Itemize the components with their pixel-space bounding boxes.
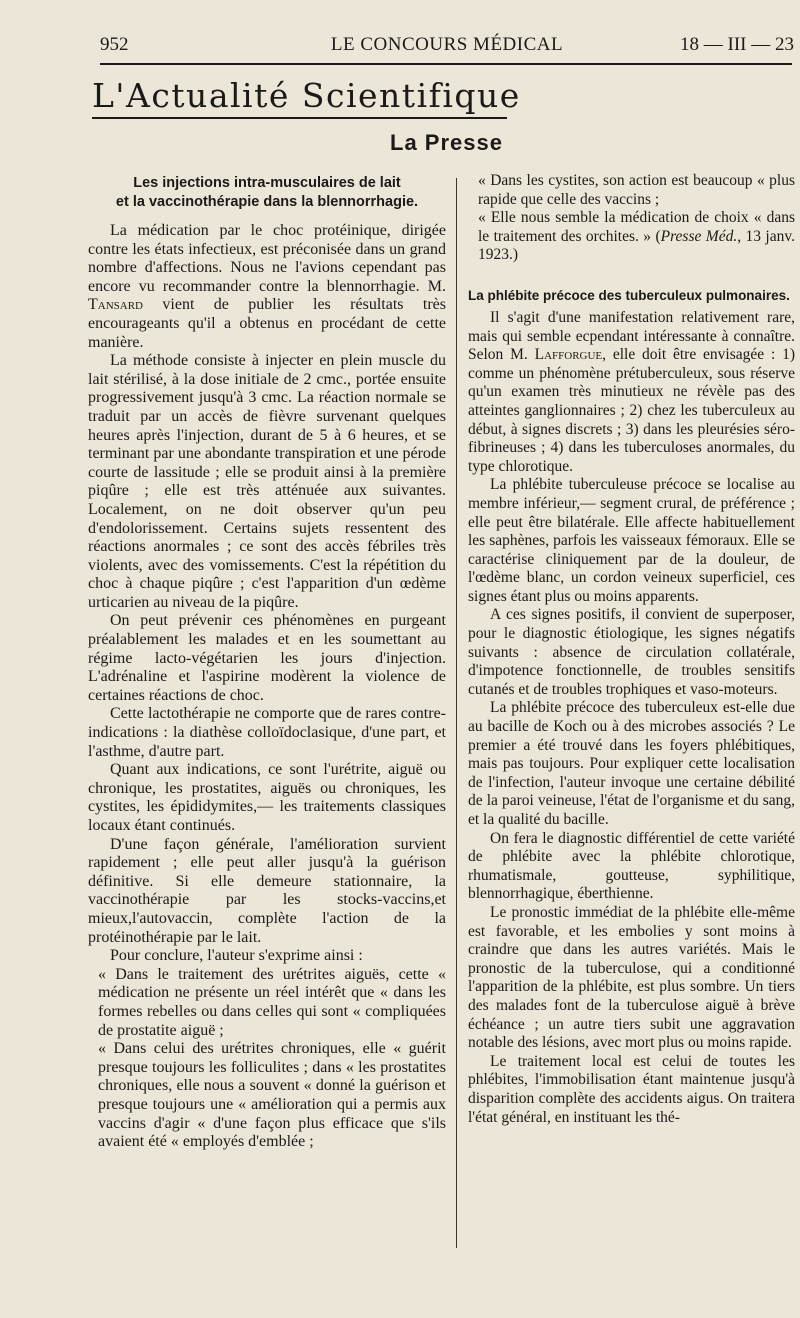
article1-quote: « Dans le traitement des urétrites aiguës, cette « médication ne présente un réel intérêt que « dans les formes rebelles ou dans celles qui sont « compliquées de prostatite aiguë ; xyxy=(98,965,446,1039)
article1-quote: « Dans les cystites, son action est beaucoup « plus rapide que celle des vaccins ; xyxy=(478,172,795,208)
issue-date: 18 — III — 23 xyxy=(680,34,794,55)
article2-paragraph: Le pronostic immédiat de la phlébite elle-même est favorable, et les embolies y sont moins à craindre que dans les autres variétés. Mais le pronostic de la tuberculose, qui a conditionné l'apparition de la phlébite, est plus sombre. Un tiers des malades font de la tuberculose aiguë à brève échéance ; un autre tiers subit une aggravation notable des lésions, avec mort plus ou moins rapide. xyxy=(468,903,795,1052)
section-title: L'Actualité Scientifique xyxy=(92,76,521,115)
column-divider xyxy=(456,178,457,1248)
citation-source: Presse Méd. xyxy=(660,227,738,245)
article1-paragraph: Cette lactothérapie ne comporte que de rares contre-indications : la diathèse colloïdoclasique, d'une part, et l'asthme, d'autre part. xyxy=(88,705,446,760)
header-rule xyxy=(100,63,792,65)
text-run: , elle doit être envisagée : 1) comme un phénomène prétuberculeux, sous réserve qu'un examen très minutieux ne révèle pas des atteintes ganglionnaires ; 2) chez les tuberculeux au début, à signes discrets ; 3) dans les pleurésies séro-fibrineuses ; 4) dans les tuberculoses anormales, du type chlorotique. xyxy=(468,346,795,475)
article2-paragraph: La phlébite précoce des tuberculeux est-elle due au bacille de Koch ou à des microbes associés ? Le premier a été trouvé dans les foyers phlébitiques, mais pas toujours. Pour expliquer cette localisation de l'infection, l'auteur invoque une certaine débilité de la paroi veineuse, l'état de l'organisme et du sang, et la qualité du bacille. xyxy=(468,699,795,828)
text-run: « Elle nous semble la médication de choix « dans le traitement des orchites. » ( xyxy=(478,209,795,245)
article1-paragraph: D'une façon générale, l'amélioration survient rapidement ; elle peut aller jusqu'à la guérison définitive. Si elle demeure stationnaire, la vaccinothérapie par les stocks-vaccins,et mieux,l'autovaccin, complète l'action de la protéinothérapie par le lait. xyxy=(88,835,446,946)
article2-paragraph xyxy=(468,309,795,476)
article1-paragraph: Pour conclure, l'auteur s'exprime ainsi : xyxy=(110,947,363,965)
right-column xyxy=(468,172,795,1127)
left-column xyxy=(88,172,446,1152)
article1-title xyxy=(88,174,446,212)
author-name: Lafforgue xyxy=(534,346,603,364)
article1-paragraph: La méthode consiste à injecter en plein muscle du lait stérilisé, à la dose initiale de 2 cmc., portée ensuite progressivement jusqu'à 3 cmc. La réaction normale se traduit par un accès de fièvre survenant quelques heures après l'injection, durant de 5 à 6 heures, et se terminant par une abondante transpiration et une pérode courte de lassitude ; elle se produit ainsi à la première piqûre ; elle est très atténuée aux suivantes. Localement, on ne doit observer qu'un peu d'endolorissement. Certains sujets ressentent des réactions anormales ; ce sont des accès fébriles très violents, avec des vomissements. C'est la répétition du choc à chaque piqûre ; c'est l'apparition d'un œdème urticarien au niveau de la piqûre. xyxy=(88,352,446,611)
article2-paragraph: La phlébite tuberculeuse précoce se localise au membre inférieur,— segment crural, de préférence ; elle peut être bilatérale. Elle affecte habituellement les saphènes, parfois les vaisseaux fémoraux. Elle se caractérise cliniquement par de la douleur, de l'œdème blanc, un cordon veineux superficiel, ces signes étant plus ou moins apparents. xyxy=(468,476,795,605)
text-run: Il s'agit d'une manifestation relativement rare, mais qui semble ecpendant intéressante à connaître. Selon M. xyxy=(468,308,795,364)
article2-paragraph: On fera le diagnostic différentiel de cette variété de phlébite avec la phlébite chlorotique, rhumatismale, goutteuse, syphilitique, blennorrhagique, éberthienne. xyxy=(468,829,795,903)
author-name: Tansard xyxy=(88,296,144,314)
article2-paragraph: A ces signes positifs, il convient de superposer, pour le diagnostic étiologique, les signes négatifs suivants : absence de circulation collatérale, d'impotence fonctionnelle, de troubles sensitifs cutanés et de troubles trophiques et vaso-moteurs. xyxy=(468,606,795,698)
text-run: La médication par le choc protéinique, dirigée contre les états infectieux, est préconisée dans un grand nombre d'affections. Nous ne l'avions cependant pas encore vu recommander contre la blennorrhagie. M. xyxy=(88,222,446,295)
article1-title-line2: et la vaccinothérapie dans la blennorrhagie. xyxy=(115,194,419,210)
article2-title: La phlébite précoce des tuberculeux pulmonaires. xyxy=(468,287,790,303)
article1-quote: « Dans celui des urétrites chroniques, elle « guérit presque toujours les folliculites ; dans « les prostatites chroniques, elle nous a souvent « donné la guérison et presque toujours une « amélioration qui a permis aux vaccins d'agir « d'une façon plus efficace que s'ils avaient été « employés d'emblée ; xyxy=(98,1040,446,1151)
text-run: vient de publier les résultats très encourageants qu'il a obtenus en procédant de cette manière. xyxy=(88,296,446,351)
section-title-underline xyxy=(92,117,507,119)
article2-paragraph: Le traitement local est celui de toutes les phlébites, l'immobilisation étant maintenue jusqu'à disparition complète des accidents aigus. On traitera l'état général, en instituant les thé- xyxy=(468,1052,795,1126)
article1-quote xyxy=(468,209,795,265)
article1-title-line1: Les injections intra-musculaires de lait xyxy=(133,175,401,191)
article1-paragraph: On peut prévenir ces phénomènes en purgeant préalablement les malades et en les soumettant au régime lacto-végétarien les jours d'injection. L'adrénaline et l'aspirine modèrent la violence de certaines réactions de choc. xyxy=(88,612,446,704)
subsection-title: La Presse xyxy=(390,130,503,155)
page-number: 952 xyxy=(100,34,129,55)
article1-paragraph xyxy=(88,222,446,352)
article1-paragraph: Quant aux indications, ce sont l'urétrite, aiguë ou chronique, les prostatites, aiguës ou chroniques, les cystites, les épididymites,— les traitements classiques locaux étant continués. xyxy=(88,761,446,834)
journal-title: LE CONCOURS MÉDICAL xyxy=(330,34,564,55)
text-run: , 13 janv. 1923.) xyxy=(478,227,795,264)
